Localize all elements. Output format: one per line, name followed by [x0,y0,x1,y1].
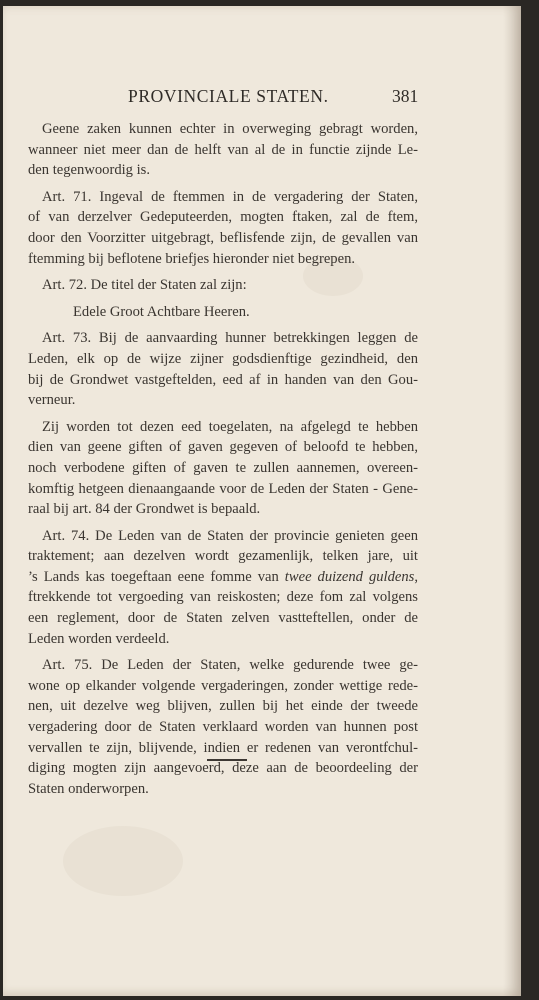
text-line: vergadering door de Staten verklaard worden van hunnen post [28,719,418,736]
text-line: of van derzelver Gedeputeerden, mogten ftaken, zal de ftem, [28,209,418,226]
running-head-title: PROVINCIALE STATEN. [128,86,329,106]
text-line: den tegenwoordig is. [28,162,150,179]
text-line: vervallen te zijn, blijvende, indien er redenen van verontfchul- [28,739,418,756]
book-page [3,6,521,996]
text-line-with-italic: ’s Lands kas toegeftaan eene fomme van twee duizend guldens, [28,568,418,585]
paragraph-art-71 [28,187,418,269]
page-number: 381 [392,86,419,106]
text-line: wone op elkander volgende vergaderingen, zonder wettige rede- [28,677,418,694]
text-line: wanneer niet meer dan de helft van al de in functie zijnde Le- [28,141,418,158]
text-line: Art. 73. Bij de aanvaarding hunner betrekkingen leggen de [42,330,418,347]
paragraph-art-72 [28,275,418,296]
text-line: dien van geene giften of gaven gegeven of beloofd te hebben, [28,439,418,456]
text-line: Geene zaken kunnen echter in overweging gebragt worden, [42,121,418,137]
text-line: Leden worden verdeeld. [28,630,170,647]
paragraph-art-75 [28,655,418,799]
text-line: Art. 71. Ingeval de ftemmen in de vergadering der Staten, [42,188,418,205]
text-fragment: ’s Lands kas toegeftaan eene fomme van [28,568,279,585]
text-line: noch verbodene giften of gaven te zullen aannemen, overeen- [28,459,418,476]
text-line: komftig hetgeen dienaangaande voor de Leden der Staten - Gene- [28,480,418,497]
paragraph [28,119,418,181]
text-line: verneur. [28,392,76,409]
text-line: een reglement, door de Staten zelven vastteftellen, onder de [28,610,418,627]
text-line: door den Voorzitter uitgebragt, beflisfende zijn, de gevallen van [28,229,418,246]
text-line: Staten onderworpen. [28,780,149,797]
paragraph-art-74 [28,526,418,650]
text-line: Edele Groot Achtbare Heeren. [73,303,250,320]
paragraph [28,417,418,520]
text-line: raal bij art. 84 der Grondwet is bepaald. [28,501,261,518]
text-line: ftemming bij beflotene briefjes hieronder niet begrepen. [28,250,356,267]
body-text [28,119,418,799]
paper-stain [63,826,183,896]
italic-amount: twee duizend guldens [284,568,415,585]
closing-rule [207,759,247,761]
paragraph-art-73 [28,328,418,410]
running-head [3,86,521,112]
page-edge-shadow [503,6,521,996]
text-line: bij de Grondwet vastgeftelden, eed af in handen van den Gou- [28,371,418,388]
text-line: ftrekkende tot vergoeding van reiskosten; deze fom zal volgens [28,589,418,606]
text-line: traktement; aan dezelven wordt gezamenlijk, telken jare, uit [28,548,418,565]
text-line: Zij worden tot dezen eed toegelaten, na afgelegd te hebben [42,418,418,435]
text-line: Art. 74. De Leden van de Staten der provincie genieten geen [42,527,418,544]
text-line: Art. 75. De Leden der Staten, welke gedurende twee ge- [42,657,418,674]
text-line: Art. 72. De titel der Staten zal zijn: [42,277,247,294]
title-formula [28,302,418,323]
text-line: nen, uit dezelve weg blijven, zullen bij het einde der tweede [28,698,418,715]
text-line: diging mogten zijn aangevoerd, deze aan de beoordeeling der [28,760,418,777]
text-line: Leden, elk op de wijze zijner godsdienftige gezindheid, den [28,350,418,367]
